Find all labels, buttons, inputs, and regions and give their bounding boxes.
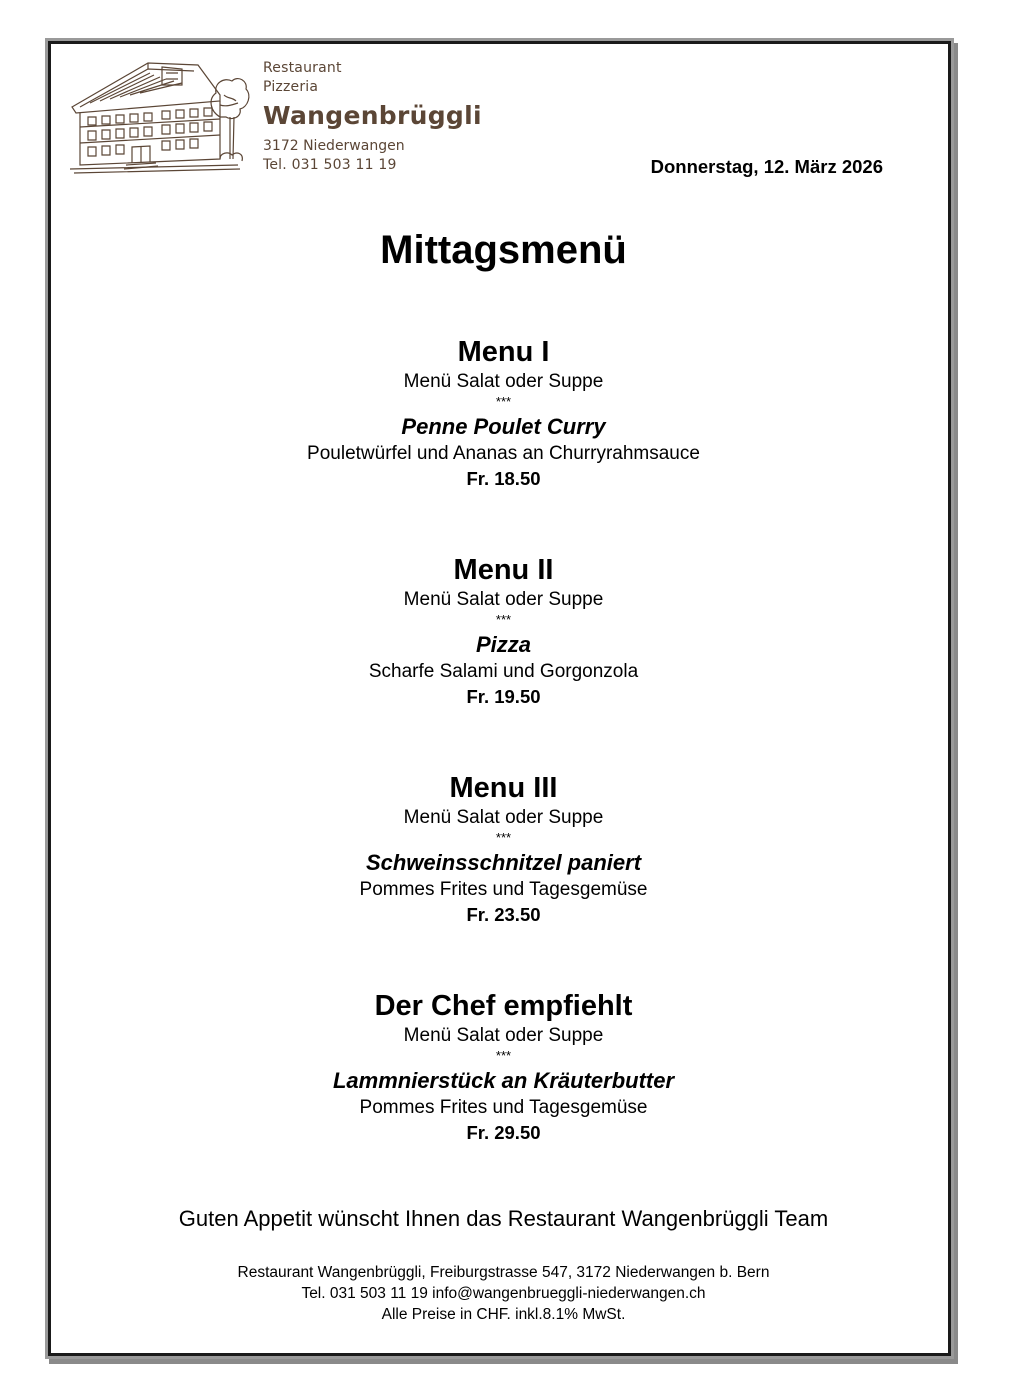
logo-address: 3172 Niederwangen	[263, 138, 405, 154]
menu-separator: ***	[495, 394, 512, 409]
menu-title: Menu II	[453, 554, 554, 586]
logo-restaurant-label: Restaurant	[263, 60, 342, 76]
menu-description: Pouletwürfel und Ananas an Churryrahmsauce	[307, 443, 700, 464]
menu-separator: ***	[495, 612, 512, 627]
menu-dish: Penne Poulet Curry	[401, 414, 606, 439]
menu-price: Fr. 19.50	[466, 686, 541, 707]
menu-title: Der Chef empfiehlt	[374, 990, 633, 1022]
menu-starter: Menü Salat oder Suppe	[403, 371, 604, 392]
footer-price-note: Alle Preise in CHF. inkl.8.1% MwSt.	[381, 1306, 626, 1323]
logo-text-block	[263, 59, 482, 175]
menu-dish: Schweinsschnitzel paniert	[365, 850, 642, 875]
logo-phone: Tel. 031 503 11 19	[263, 157, 397, 173]
menu-price: Fr. 29.50	[466, 1122, 541, 1143]
building-illustration-icon	[70, 55, 250, 177]
logo-pizzeria-label: Pizzeria	[263, 79, 319, 95]
menu-section-chef	[0, 988, 1007, 1146]
footer-address: Restaurant Wangenbrüggli, Freiburgstrasse 547, 3172 Niederwangen b. Bern	[237, 1264, 770, 1281]
menu-starter: Menü Salat oder Suppe	[403, 1025, 604, 1046]
menu-dish: Lammnierstück an Kräuterbutter	[332, 1068, 675, 1093]
restaurant-logo	[70, 55, 482, 180]
menu-separator: ***	[495, 1048, 512, 1063]
menu-dish: Pizza	[475, 632, 532, 657]
menu-section-1	[0, 334, 1007, 492]
menu-section-3	[0, 770, 1007, 928]
footer-contact: Tel. 031 503 11 19 info@wangenbrueggli-niederwangen.ch	[301, 1285, 706, 1302]
menu-description: Pommes Frites und Tagesgemüse	[359, 879, 648, 900]
menu-starter: Menü Salat oder Suppe	[403, 589, 604, 610]
menu-starter: Menü Salat oder Suppe	[403, 807, 604, 828]
greeting-text: Guten Appetit wünscht Ihnen das Restaurant Wangenbrüggli Team	[178, 1206, 829, 1231]
footer	[0, 1262, 1007, 1325]
menu-price: Fr. 23.50	[466, 904, 541, 925]
page-title: Mittagsmenü	[380, 228, 627, 272]
menu-date: Donnerstag, 12. März 2026	[650, 156, 883, 177]
menu-price: Fr. 18.50	[466, 468, 541, 489]
menu-section-2	[0, 552, 1007, 710]
menu-description: Pommes Frites und Tagesgemüse	[359, 1097, 648, 1118]
menu-title: Menu III	[449, 772, 558, 804]
menu-description: Scharfe Salami und Gorgonzola	[368, 661, 639, 682]
menu-title: Menu I	[457, 336, 550, 368]
logo-restaurant-name: Wangenbrüggli	[263, 101, 482, 130]
menu-separator: ***	[495, 830, 512, 845]
